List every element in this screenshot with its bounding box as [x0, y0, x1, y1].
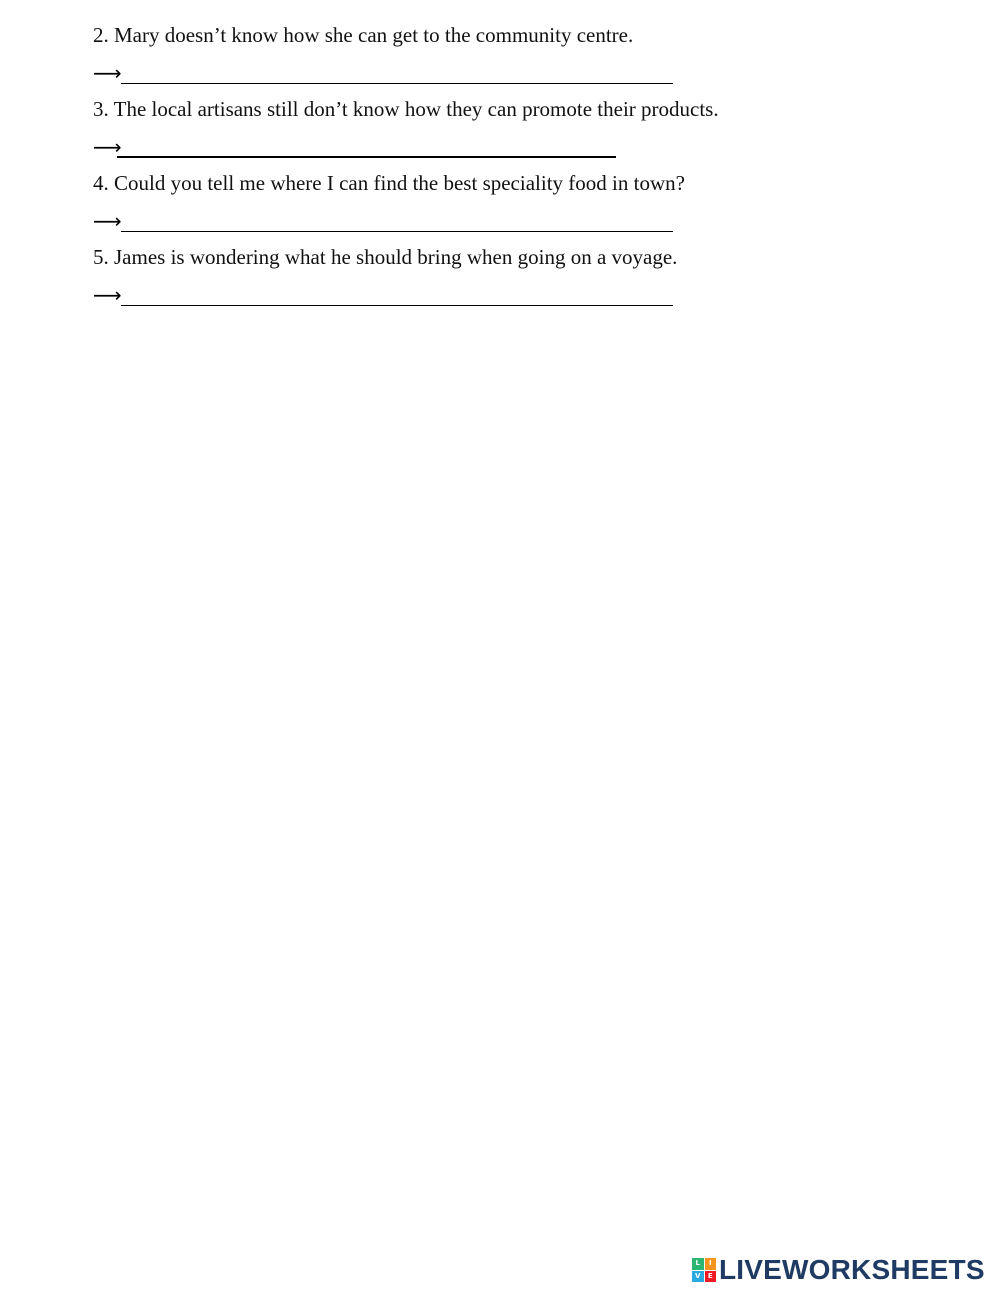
logo-tile: V — [692, 1271, 704, 1283]
logo-tile: L — [692, 1258, 704, 1270]
answer-4-input[interactable] — [121, 210, 673, 232]
answer-row-2 — [93, 58, 673, 84]
answer-5-input[interactable] — [121, 284, 673, 306]
liveworksheets-logo — [692, 1255, 985, 1285]
answer-row-4 — [93, 206, 673, 232]
question-4-text: 4. Could you tell me where I can find the best speciality food in town? — [93, 171, 685, 195]
answer-2-input[interactable] — [121, 62, 673, 84]
answer-row-5 — [93, 280, 673, 306]
question-3-text: 3. The local artisans still don’t know how they can promote their products. — [93, 97, 719, 121]
answer-row-3 — [93, 132, 616, 158]
liveworksheets-logo-icon — [692, 1258, 716, 1282]
arrow-icon: ⟶ — [93, 135, 122, 159]
arrow-icon: ⟶ — [93, 209, 122, 233]
logo-tile: E — [705, 1271, 717, 1283]
question-2-text: 2. Mary doesn’t know how she can get to the community centre. — [93, 23, 634, 47]
answer-3-input[interactable] — [117, 136, 616, 158]
brand-name: LIVEWORKSHEETS — [719, 1254, 985, 1285]
logo-tile: I — [705, 1258, 717, 1270]
arrow-icon: ⟶ — [93, 283, 122, 307]
question-5-text: 5. James is wondering what he should bring when going on a voyage. — [93, 245, 678, 269]
arrow-icon: ⟶ — [93, 61, 122, 85]
